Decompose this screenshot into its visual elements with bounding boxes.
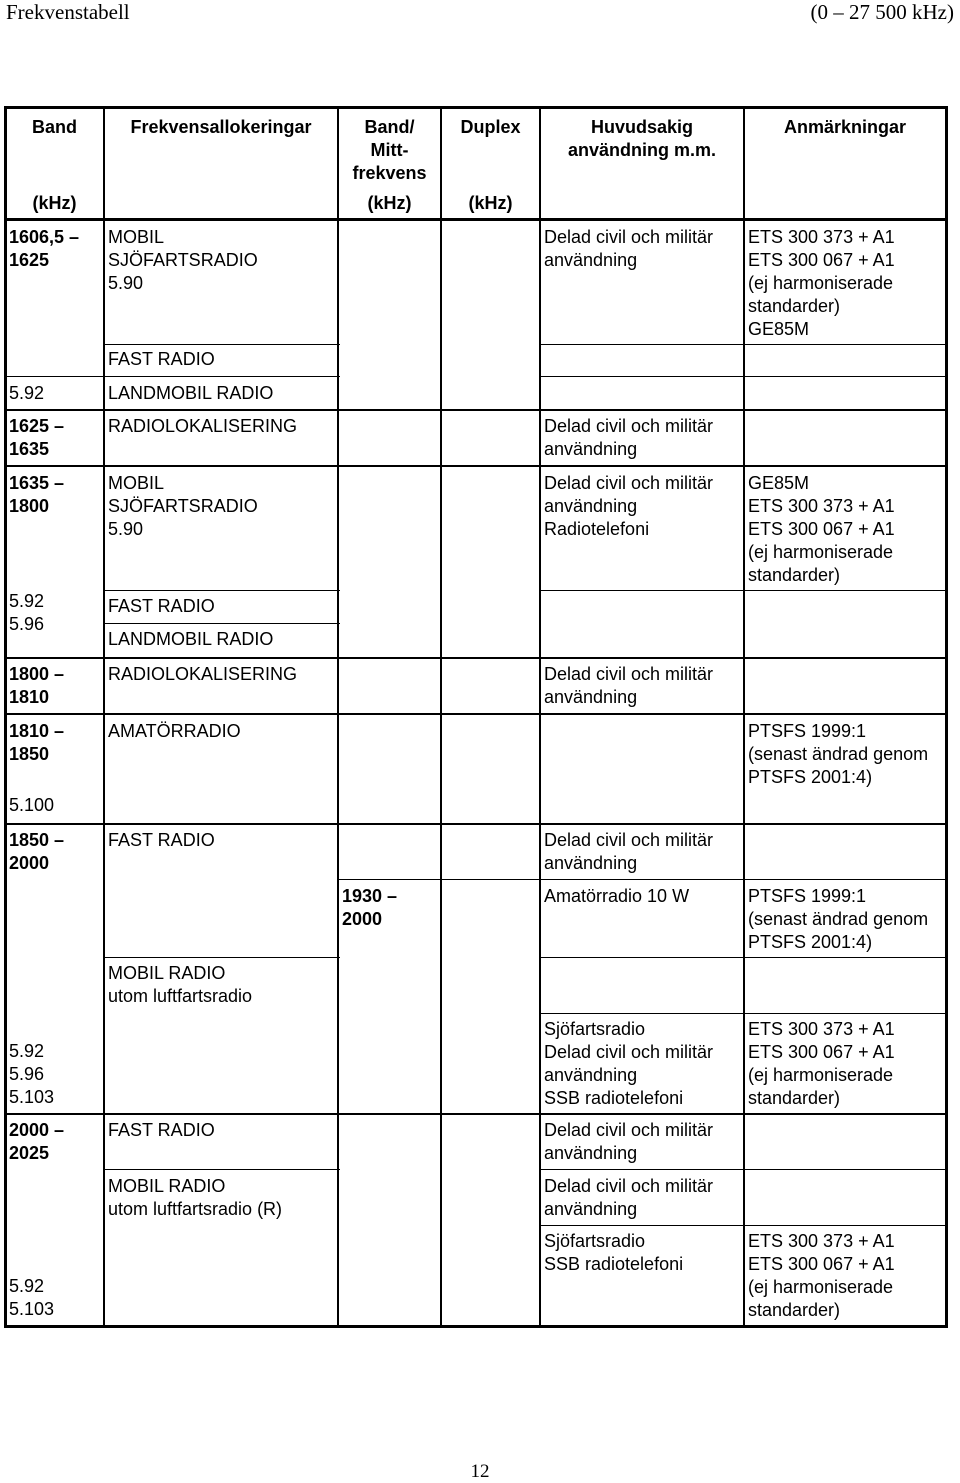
col-header-alloc: Frekvensallokeringar (130, 117, 312, 137)
col-header-duplex: Duplex (460, 117, 521, 137)
alloc-cell: RADIOLOKALISERING (108, 664, 298, 684)
band-cell: 1606,5 – 1625 (9, 227, 80, 270)
row-sep (103, 623, 340, 624)
row-sep (103, 344, 340, 345)
remarks-cell: ETS 300 373 + A1 ETS 300 067 + A1 (ej harmoniserade standarder) (748, 1231, 895, 1320)
remarks-cell: GE85M ETS 300 373 + A1 ETS 300 067 + A1 (ej harmoniserade standarder) (748, 473, 895, 585)
band-cell: 2000 – 2025 (9, 1120, 65, 1163)
row-sep (4, 823, 948, 825)
use-cell: Sjöfartsradio Delad civil och militär användning SSB radiotelefoni (544, 1019, 714, 1108)
alloc-cell: MOBIL RADIO utom luftfartsradio (108, 963, 253, 1006)
use-cell: Sjöfartsradio SSB radiotelefoni (544, 1231, 684, 1274)
row-sep (4, 376, 340, 377)
col-divider-use (743, 106, 745, 1328)
alloc-cell: MOBIL SJÖFARTSRADIO 5.90 (108, 227, 258, 293)
alloc-cell: FAST RADIO (108, 349, 215, 369)
band-cell: 1635 – 1800 (9, 473, 65, 516)
col-header-band-unit: (kHz) (32, 193, 77, 213)
use-cell: Amatörradio 10 W (544, 886, 690, 906)
row-sep (4, 409, 948, 411)
footnote-cell: 5.92 5.103 (9, 1276, 55, 1319)
page-range: (0 – 27 500 kHz) (810, 0, 954, 24)
table-border-top (4, 106, 948, 109)
row-sep (4, 465, 948, 467)
alloc-cell: FAST RADIO (108, 596, 215, 616)
band-cell: 1625 – 1635 (9, 416, 65, 459)
band-cell: 1810 – 1850 (9, 721, 65, 764)
alloc-cell: FAST RADIO (108, 830, 215, 850)
row-sep (539, 590, 948, 591)
col-header-duplex-unit: (kHz) (468, 193, 513, 213)
mid-frequency-cell: 1930 – 2000 (342, 886, 398, 929)
page-title: Frekvenstabell (6, 0, 130, 24)
row-sep (539, 344, 948, 345)
table-border-bottom (4, 1325, 948, 1328)
use-cell: Delad civil och militär användning (544, 416, 714, 459)
use-cell: Delad civil och militär användning Radiotelefoni (544, 473, 714, 539)
row-sep (103, 1169, 340, 1170)
col-header-mid-unit: (kHz) (367, 193, 412, 213)
band-cell: 1800 – 1810 (9, 664, 65, 707)
alloc-cell: MOBIL SJÖFARTSRADIO 5.90 (108, 473, 258, 539)
row-sep (539, 957, 948, 958)
row-sep (539, 376, 948, 377)
alloc-cell: LANDMOBIL RADIO (108, 383, 274, 403)
remarks-cell: ETS 300 373 + A1 ETS 300 067 + A1 (ej harmoniserade standarder) (748, 1019, 895, 1108)
col-header-remarks: Anmärkningar (783, 117, 907, 137)
page-number: 12 (470, 1461, 490, 1482)
row-sep (103, 590, 340, 591)
footnote-cell: 5.92 5.96 (9, 591, 45, 634)
remarks-cell: PTSFS 1999:1 (senast ändrad genom PTSFS 2001:4) (748, 721, 929, 787)
use-cell: Delad civil och militär användning (544, 664, 714, 707)
row-sep (539, 1169, 948, 1170)
alloc-cell: LANDMOBIL RADIO (108, 629, 274, 649)
remarks-cell: PTSFS 1999:1 (senast ändrad genom PTSFS 2001:4) (748, 886, 929, 952)
row-sep (539, 1225, 948, 1226)
alloc-cell: AMATÖRRADIO (108, 721, 241, 741)
band-cell: 1850 – 2000 (9, 830, 65, 873)
row-sep (4, 713, 948, 715)
col-divider-duplex (539, 106, 541, 1328)
use-cell: Delad civil och militär användning (544, 1176, 714, 1219)
table-border-left (4, 106, 7, 1328)
row-sep (4, 657, 948, 659)
alloc-cell: RADIOLOKALISERING (108, 416, 298, 436)
remarks-cell: ETS 300 373 + A1 ETS 300 067 + A1 (ej harmoniserade standarder) GE85M (748, 227, 895, 339)
col-header-band: Band (32, 117, 77, 137)
row-sep (4, 1113, 948, 1115)
row-sep (337, 879, 948, 880)
footnote-cell: 5.92 5.96 5.103 (9, 1041, 55, 1107)
use-cell: Delad civil och militär användning (544, 1120, 714, 1163)
footnote-cell: 5.100 (9, 795, 55, 815)
row-sep (103, 957, 340, 958)
alloc-cell: FAST RADIO (108, 1120, 215, 1140)
col-header-use: Huvudsakig användning m.m. (567, 117, 717, 160)
table-border-header (4, 218, 948, 221)
col-header-mid: Band/ Mitt- frekvens (352, 117, 427, 183)
footnote-cell: 5.92 (9, 383, 45, 403)
alloc-cell: MOBIL RADIO utom luftfartsradio (R) (108, 1176, 283, 1219)
col-divider-mid (440, 106, 442, 1328)
col-divider-alloc (337, 106, 339, 1328)
use-cell: Delad civil och militär användning (544, 830, 714, 873)
table-border-right (945, 106, 948, 1328)
use-cell: Delad civil och militär användning (544, 227, 714, 270)
row-sep (539, 1013, 948, 1014)
col-divider-band (103, 106, 105, 1328)
